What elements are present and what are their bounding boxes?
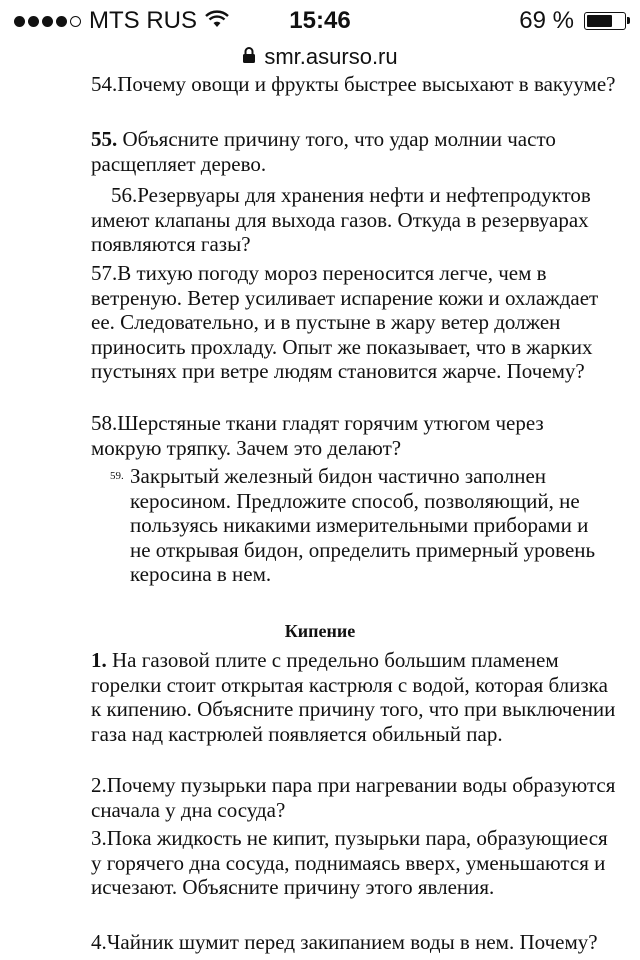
problem-54 — [91, 72, 616, 97]
problem-56 — [91, 183, 616, 257]
battery-icon — [584, 12, 626, 30]
carrier-name: MTS RUS — [89, 7, 197, 34]
status-bar — [0, 0, 640, 40]
problem-text: Резервуары для хранения нефти и нефтепродуктов имеют клапаны для выхода газов. Откуда в резервуарах появляются газы? — [91, 183, 591, 256]
address-bar[interactable] — [0, 40, 640, 74]
boiling-problem-4 — [91, 930, 616, 955]
boiling-problem-2 — [91, 773, 616, 822]
problem-text: Почему овощи и фрукты быстрее высыхают в вакууме? — [117, 72, 616, 96]
problem-text: Объясните причину того, что удар молнии часто расщепляет дерево. — [91, 127, 556, 176]
lock-icon — [242, 44, 256, 70]
problem-text: Пока жидкость не кипит, пузырьки пара, образующиеся у горячего дна сосуда, поднимаясь вверх, уменьшаются и исчезают. Объясните причину этого явления. — [91, 826, 608, 899]
problem-59-number: 59. — [110, 470, 124, 482]
problem-number: 54. — [91, 72, 118, 96]
battery-level — [587, 15, 612, 27]
document-content — [0, 72, 640, 960]
boiling-problem-3 — [91, 826, 616, 900]
problem-57 — [91, 261, 616, 384]
problem-text: Чайник шумит перед закипанием воды в нем. Почему? — [106, 930, 598, 954]
problem-text: На газовой плите с предельно большим пламенем горелки стоит открытая кастрюля с водой, которая близка к кипению. Объясните причину того, что при выключении газа над кастрюлей появляется обильный пар. — [91, 648, 616, 746]
status-right — [519, 7, 626, 35]
problem-number: 4. — [91, 930, 107, 954]
boiling-problem-1 — [91, 648, 616, 746]
section-title: Кипение — [284, 621, 356, 641]
problem-text: Почему пузырьки пара при нагревании воды образуются сначала у дна сосуда? — [91, 773, 616, 822]
problem-number: 3. — [91, 826, 107, 850]
problem-number: 58. — [91, 411, 118, 435]
problem-number: 56. — [111, 183, 138, 207]
problem-number: 55. — [91, 127, 118, 151]
problem-number: 1. — [91, 648, 107, 672]
problem-text: Шерстяные ткани гладят горячим утюгом через мокрую тряпку. Зачем это делают? — [91, 411, 544, 460]
problem-55 — [91, 127, 616, 176]
problem-text: Закрытый железный бидон частично заполнен керосином. Предложите способ, позволяющий, не пользуясь никакими измерительными приборами и не открывая бидон, определить примерный уровень керосина в нем. — [130, 464, 596, 586]
problem-number: 57. — [91, 261, 118, 285]
problem-number: 2. — [91, 773, 107, 797]
problem-59 — [130, 464, 600, 587]
clock: 15:46 — [289, 7, 351, 34]
battery-percent: 69 % — [519, 7, 574, 34]
problem-58 — [91, 411, 616, 460]
problem-text: В тихую погоду мороз переносится легче, чем в ветреную. Ветер усиливает испарение кожи и охлаждает ее. Следовательно, и в пустыне в жару ветер должен приносить прохладу. Опыт же показывает, что в жарких пустынях при ветре людям становится жарче. Почему? — [91, 261, 599, 383]
url-text: smr.asurso.ru — [264, 44, 398, 69]
